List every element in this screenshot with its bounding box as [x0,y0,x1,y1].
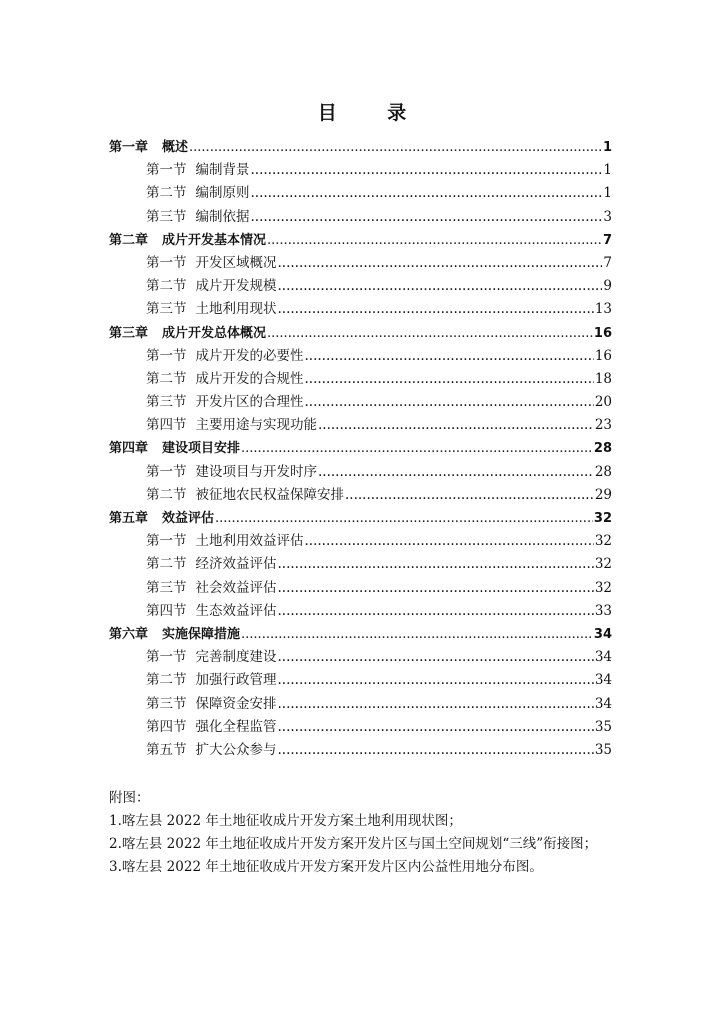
chapter-name: 成片开发基本情况 [162,232,267,248]
dot-leader [305,368,594,391]
dot-leader [251,159,603,182]
toc-section-entry[interactable] [109,368,612,391]
section-label: 第三节 [146,579,187,596]
chapter-name: 效益评估 [162,511,215,526]
section-label: 第一节 [146,649,187,666]
toc-section-entry[interactable] [109,739,612,762]
toc-section-entry[interactable] [109,530,612,553]
toc-chapter-entry[interactable] [109,136,612,159]
section-label: 第一节 [146,463,187,480]
dot-leader [278,669,594,692]
section-label: 第一节 [146,347,187,364]
toc-section-entry[interactable] [109,414,612,437]
dot-leader [251,182,603,205]
dot-leader [278,553,594,576]
dot-leader [318,461,594,484]
section-label: 第二节 [146,370,187,387]
dot-leader [278,716,594,739]
dot-leader [278,739,594,762]
dot-leader [278,600,594,623]
page-number: 16 [593,325,612,341]
appendix-item: 2.喀左县 2022 年土地征收成片开发方案开发片区与国土空间规划“三线”衔接图； [109,836,598,852]
page-number: 1 [603,162,612,179]
toc-section-entry[interactable] [109,646,612,669]
page-number: 33 [594,602,612,619]
dot-leader [215,507,593,530]
toc-section-entry[interactable] [109,298,612,321]
chapter-name: 成片开发总体概况 [162,325,267,341]
section-name: 编制依据 [195,208,250,225]
section-name: 土地利用现状 [195,301,277,318]
section-name: 成片开发规模 [195,278,277,295]
section-name: 强化全程监管 [195,718,277,735]
section-name: 土地利用效益评估 [195,533,304,550]
dot-leader [267,322,593,345]
section-label: 第五节 [146,741,187,758]
dot-leader [278,298,594,321]
page-number: 34 [594,672,612,689]
toc-section-entry[interactable] [109,600,612,623]
section-name: 社会效益评估 [195,579,277,596]
page-number: 20 [594,394,612,411]
dot-leader [251,206,603,229]
page-number: 13 [594,301,612,318]
toc-title: 目 录 [317,102,429,124]
page-number: 28 [593,441,612,457]
section-name: 保障资金安排 [195,695,277,712]
toc-section-entry[interactable] [109,553,612,576]
toc-section-entry[interactable] [109,391,612,414]
chapter-name: 实施保障措施 [162,626,241,642]
toc-chapter-entry[interactable] [109,507,612,530]
chapter-label: 第四章 [109,441,149,457]
dot-leader [305,345,594,368]
section-label: 第一节 [146,162,187,179]
page-number: 34 [594,695,612,712]
page-number: 1 [602,140,612,155]
toc-chapter-entry[interactable] [109,322,612,345]
page-number: 35 [594,741,612,758]
table-of-contents [109,136,612,762]
dot-leader [305,530,594,553]
chapter-name: 建设项目安排 [162,441,241,457]
appendix [109,786,629,879]
chapter-label: 第六章 [109,626,149,642]
toc-section-entry[interactable] [109,577,612,600]
toc-section-entry[interactable] [109,252,612,275]
section-label: 第二节 [146,278,187,295]
page-number: 35 [594,718,612,735]
section-name: 成片开发的合规性 [195,370,304,387]
section-name: 成片开发的必要性 [195,347,304,364]
page-number: 32 [594,533,612,550]
dot-leader [278,252,603,275]
toc-chapter-entry[interactable] [109,437,612,460]
page-number: 18 [594,370,612,387]
page-number: 7 [603,254,612,271]
dot-leader [278,275,603,298]
section-label: 第二节 [146,486,187,503]
chapter-label: 第一章 [109,140,149,155]
toc-section-entry[interactable] [109,669,612,692]
page-number: 32 [594,556,612,573]
section-label: 第三节 [146,695,187,712]
section-name: 完善制度建设 [195,649,277,666]
page-number: 23 [594,417,612,434]
section-name: 开发片区的合理性 [195,394,304,411]
chapter-name: 概述 [162,140,189,155]
dot-leader [278,693,594,716]
section-label: 第四节 [146,718,187,735]
section-name: 编制原则 [195,185,250,202]
dot-leader [345,484,594,507]
appendix-item: 1.喀左县 2022 年土地征收成片开发方案土地利用现状图； [109,813,462,829]
page-number: 16 [594,347,612,364]
section-name: 主要用途与实现功能 [195,417,317,434]
section-label: 第四节 [146,417,187,434]
toc-section-entry[interactable] [109,182,612,205]
section-label: 第三节 [146,301,187,318]
toc-chapter-entry[interactable] [109,229,612,252]
page-number: 34 [594,649,612,666]
page-number: 28 [594,463,612,480]
toc-section-entry[interactable] [109,275,612,298]
chapter-label: 第二章 [109,232,149,248]
section-label: 第三节 [146,208,187,225]
toc-section-entry[interactable] [109,461,612,484]
section-label: 第一节 [146,533,187,550]
section-name: 建设项目与开发时序 [195,463,317,480]
section-label: 第一节 [146,254,187,271]
section-name: 被征地农民权益保障安排 [195,486,344,503]
page-number: 32 [594,579,612,596]
page-number: 29 [594,486,612,503]
section-label: 第二节 [146,556,187,573]
dot-leader [278,577,594,600]
toc-section-entry[interactable] [109,159,612,182]
chapter-label: 第三章 [109,325,149,341]
chapter-label: 第五章 [109,511,149,526]
toc-section-entry[interactable] [109,716,612,739]
dot-leader [267,229,602,252]
dot-leader [278,646,594,669]
page-number: 32 [593,511,612,526]
page-number: 3 [603,208,612,225]
toc-section-entry[interactable] [109,206,612,229]
dot-leader [305,391,594,414]
section-name: 经济效益评估 [195,556,277,573]
toc-chapter-entry[interactable] [109,623,612,646]
section-label: 第二节 [146,185,187,202]
toc-section-entry[interactable] [109,693,612,716]
section-name: 编制背景 [195,162,250,179]
appendix-item: 3.喀左县 2022 年土地征收成片开发方案开发片区内公益性用地分布图。 [109,859,543,875]
section-name: 开发区域概况 [195,254,277,271]
section-label: 第四节 [146,602,187,619]
section-label: 第三节 [146,394,187,411]
dot-leader [241,623,593,646]
section-name: 生态效益评估 [195,602,277,619]
page-number: 1 [603,185,612,202]
toc-section-entry[interactable] [109,345,612,368]
appendix-title: 附图： [109,790,150,806]
dot-leader [318,414,594,437]
toc-section-entry[interactable] [109,484,612,507]
section-name: 加强行政管理 [195,672,277,689]
page-number: 34 [593,626,612,642]
section-label: 第二节 [146,672,187,689]
page-number: 9 [603,278,612,295]
page-number: 7 [602,232,612,248]
dot-leader [241,437,593,460]
dot-leader [189,136,602,159]
section-name: 扩大公众参与 [195,741,277,758]
